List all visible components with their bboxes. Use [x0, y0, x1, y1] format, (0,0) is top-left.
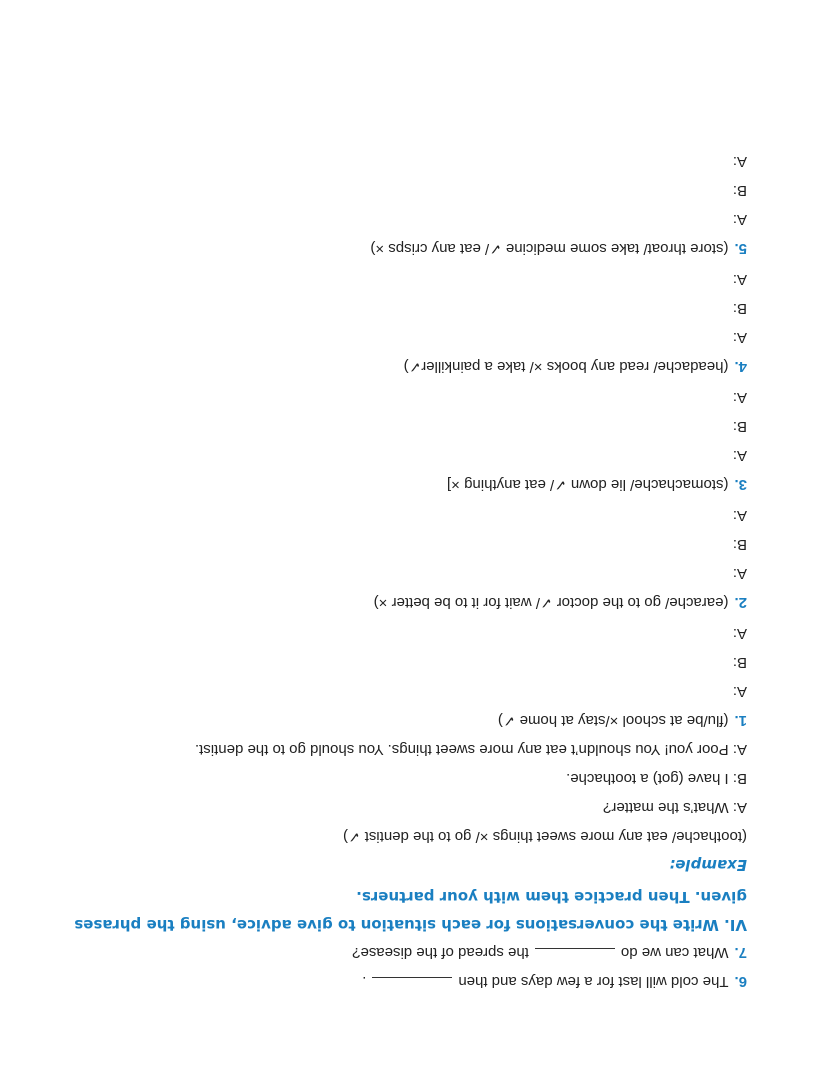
exercise-1-line-b[interactable]: B:	[732, 654, 747, 671]
item-number: 6.	[734, 973, 747, 990]
item-text-end: the spread of the disease?	[352, 944, 529, 961]
section-heading-line-2: given. Then practice them with your partners.	[356, 888, 747, 906]
exercise-number: 2.	[734, 594, 747, 611]
exercise-3-line-a[interactable]: A:	[732, 389, 747, 406]
exercise-text: (store throat/ take some medicine ✓/ eat any crisps ×)	[370, 240, 729, 257]
item-text: What can we do	[620, 944, 729, 961]
exercise-text: (flu/be at school ×/stay at home ✓)	[497, 712, 729, 729]
exercise-text: (stomachache/ lie down ✓/ eat anything ×]	[447, 476, 729, 493]
exercise-4-line-a[interactable]: A:	[732, 329, 747, 346]
example-label: Example:	[669, 856, 747, 874]
exercise-number: 5.	[734, 240, 747, 257]
item-6	[40, 971, 747, 991]
item-text: The cold will last for a few days and then	[458, 973, 729, 990]
exercise-4-line-a[interactable]: A:	[732, 271, 747, 288]
exercise-number: 1.	[734, 712, 747, 729]
exercise-1-line-a[interactable]: A:	[732, 625, 747, 642]
exercise-text: (headache/ read any books ×/ take a painkiller✓)	[403, 358, 729, 375]
exercise-5-prompt	[40, 238, 747, 258]
item-number: 7.	[734, 944, 747, 961]
answer-blank[interactable]	[372, 977, 452, 978]
example-line-b1: B: I have (got) a toothache.	[566, 770, 747, 787]
exercise-number: 4.	[734, 358, 747, 375]
exercise-1-prompt	[40, 710, 747, 730]
exercise-number: 3.	[734, 476, 747, 493]
example-line-a1: A: What’s the matter?	[603, 799, 747, 816]
example-line-a2: A: Poor you! You shouldn’t eat any more sweet things. You should go to the dentist.	[194, 741, 747, 758]
item-text-end: .	[362, 973, 367, 990]
exercise-2-prompt	[40, 592, 747, 612]
exercise-2-line-b[interactable]: B:	[732, 536, 747, 553]
exercise-4-prompt	[40, 356, 747, 376]
exercise-4-line-b[interactable]: B:	[732, 300, 747, 317]
exercise-2-line-a[interactable]: A:	[732, 507, 747, 524]
exercise-1-line-a[interactable]: A:	[732, 683, 747, 700]
exercise-3-prompt	[40, 474, 747, 494]
exercise-3-line-b[interactable]: B:	[732, 418, 747, 435]
exercise-5-line-b[interactable]: B:	[732, 182, 747, 199]
answer-blank[interactable]	[535, 948, 615, 949]
exercise-2-line-a[interactable]: A:	[732, 565, 747, 582]
section-heading-line-1: VI. Write the conversations for each situation to give advice, using the phrases	[74, 916, 747, 934]
item-7	[40, 942, 747, 962]
exercise-5-line-a[interactable]: A:	[732, 211, 747, 228]
exercise-5-line-a[interactable]: A:	[732, 153, 747, 170]
example-prompt: (toothache/ eat any more sweet things ×/ go to the dentist ✓)	[342, 828, 747, 845]
exercise-text: (earache/ go to the doctor ✓/ wait for it to be better ×)	[373, 594, 729, 611]
exercise-3-line-a[interactable]: A:	[732, 447, 747, 464]
